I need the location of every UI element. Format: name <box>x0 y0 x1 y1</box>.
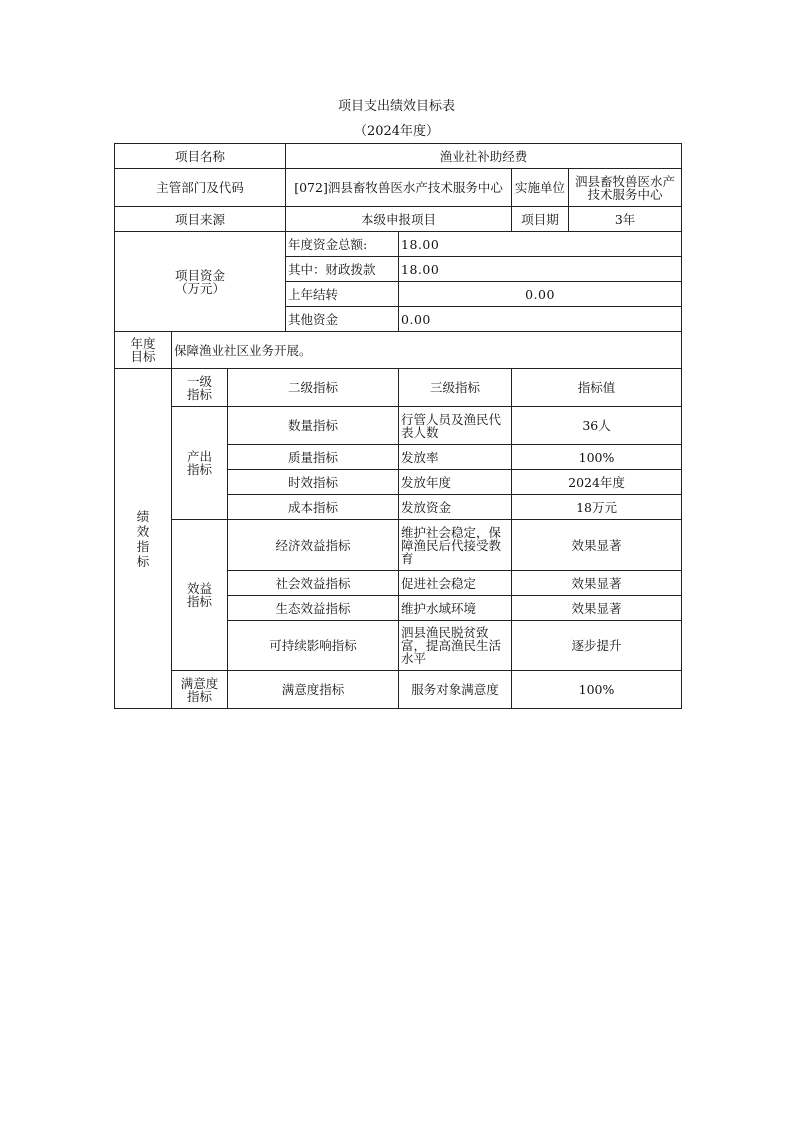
dept-value: [072]泗县畜牧兽医水产技术服务中心 <box>286 169 512 207</box>
level2-cell: 数量指标 <box>228 407 399 445</box>
funds-row-label: 其中：财政拨款 <box>286 257 399 282</box>
funds-label-text: 项目资金（万元） <box>175 267 226 296</box>
level2-cell: 时效指标 <box>228 470 399 495</box>
annual-goal-label <box>115 332 172 369</box>
value-cell: 2024年度 <box>512 470 682 495</box>
level3-cell: 发放年度 <box>399 470 512 495</box>
period-label: 项目期 <box>512 207 569 232</box>
output-group-label <box>172 407 228 520</box>
project-name-label: 项目名称 <box>115 144 286 169</box>
performance-label-text: 绩效指标 <box>136 508 150 569</box>
funds-row-label: 年度资金总额: <box>286 232 399 257</box>
performance-label <box>115 369 172 709</box>
level2-cell: 质量指标 <box>228 445 399 470</box>
value-cell: 逐步提升 <box>512 621 682 671</box>
row-source <box>115 207 682 232</box>
level2-cell: 满意度指标 <box>228 671 399 709</box>
level3-cell: 维护水域环境 <box>399 596 512 621</box>
level2-cell: 经济效益指标 <box>228 520 399 571</box>
value-cell: 效果显著 <box>512 571 682 596</box>
satisfaction-group-label <box>172 671 228 709</box>
header-level1 <box>172 369 228 407</box>
value-cell: 18万元 <box>512 495 682 520</box>
project-name-value: 渔业社补助经费 <box>286 144 682 169</box>
row-annual-goal <box>115 332 682 369</box>
table-row <box>115 520 682 571</box>
annual-goal-label-text: 年度目标 <box>130 336 156 364</box>
funds-row-value: 0.00 <box>399 307 682 332</box>
header-level2: 二级指标 <box>228 369 399 407</box>
level3-cell: 发放资金 <box>399 495 512 520</box>
annual-goal-text: 保障渔业社区业务开展。 <box>172 332 682 369</box>
period-value: 3年 <box>569 207 682 232</box>
benefit-group-label-text: 效益指标 <box>186 581 212 609</box>
table-row <box>115 671 682 709</box>
level2-cell: 可持续影响指标 <box>228 621 399 671</box>
funds-row-value: 0.00 <box>399 282 682 307</box>
header-value: 指标值 <box>512 369 682 407</box>
level3-cell: 维护社会稳定，保障渔民后代接受教育 <box>399 520 512 571</box>
level3-cell: 泗县渔民脱贫致富，提高渔民生活水平 <box>399 621 512 671</box>
value-cell: 效果显著 <box>512 520 682 571</box>
row-performance-header <box>115 369 682 407</box>
level3-cell: 促进社会稳定 <box>399 571 512 596</box>
value-cell: 效果显著 <box>512 596 682 621</box>
level2-cell: 成本指标 <box>228 495 399 520</box>
level2-cell: 生态效益指标 <box>228 596 399 621</box>
level3-cell: 服务对象满意度 <box>399 671 512 709</box>
level3-cell: 发放率 <box>399 445 512 470</box>
benefit-group-label <box>172 520 228 671</box>
performance-target-table <box>114 143 682 709</box>
funds-row-value: 18.00 <box>399 257 682 282</box>
row-department <box>115 169 682 207</box>
level3-cell: 行管人员及渔民代表人数 <box>399 407 512 445</box>
row-project-name <box>115 144 682 169</box>
value-cell: 100% <box>512 445 682 470</box>
unit-value: 泗县畜牧兽医水产技术服务中心 <box>569 169 682 207</box>
funds-row-value: 18.00 <box>399 232 682 257</box>
table-row <box>115 407 682 445</box>
funds-label <box>115 232 286 332</box>
funds-row-label: 上年结转 <box>286 282 399 307</box>
output-group-label-text: 产出指标 <box>186 449 212 477</box>
page-title: 项目支出绩效目标表 <box>337 99 455 114</box>
unit-label: 实施单位 <box>512 169 569 207</box>
source-label: 项目来源 <box>115 207 286 232</box>
header-level1-text: 一级指标 <box>186 373 212 402</box>
row-funds-total <box>115 232 682 257</box>
page-subtitle-year: （2024年度） <box>353 124 440 139</box>
value-cell: 100% <box>512 671 682 709</box>
header-level3: 三级指标 <box>399 369 512 407</box>
funds-row-label: 其他资金 <box>286 307 399 332</box>
dept-label: 主管部门及代码 <box>115 169 286 207</box>
value-cell: 36人 <box>512 407 682 445</box>
satisfaction-group-label-text: 满意度指标 <box>180 675 219 704</box>
source-value: 本级申报项目 <box>286 207 512 232</box>
level2-cell: 社会效益指标 <box>228 571 399 596</box>
